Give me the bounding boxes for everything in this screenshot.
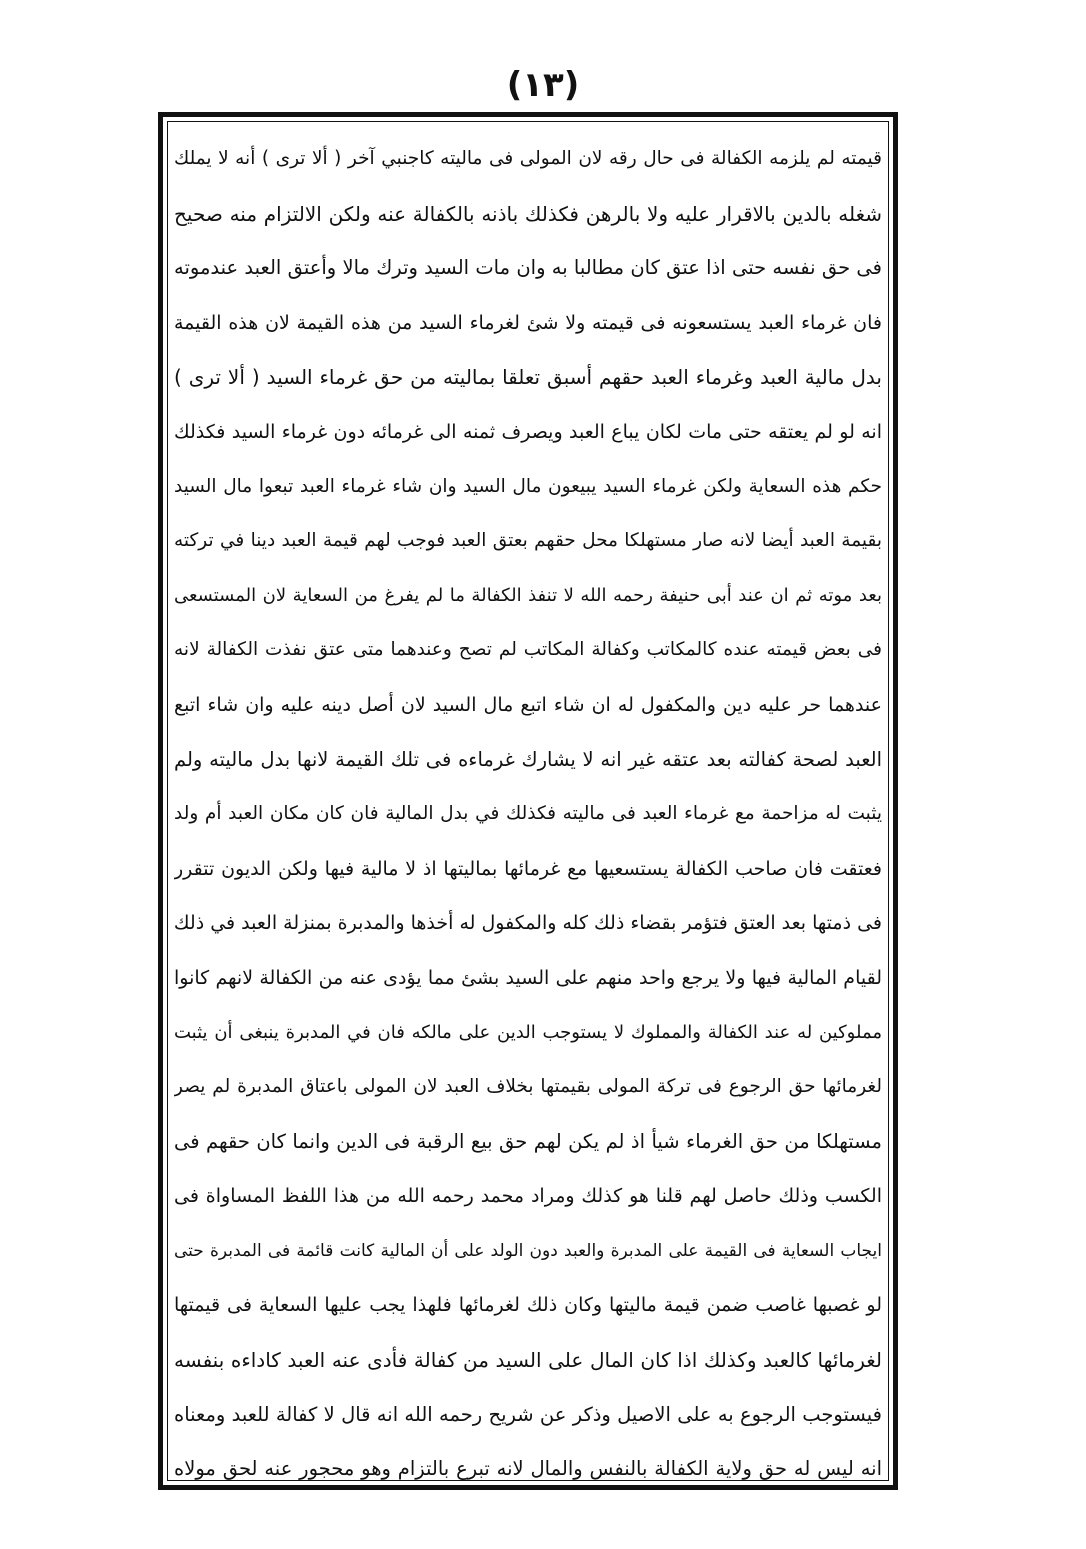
text-line: انه ليس له حق ولاية الكفالة بالنفس والمال لانه تبرع بالتزام وهو محجور عنه لحق مولاه <box>174 1457 882 1481</box>
text-line: فيستوجب الرجوع به على الاصيل وذكر عن شريح رحمه الله انه قال لا كفالة للعبد ومعناه <box>174 1402 882 1426</box>
text-line: بعد موته ثم ان عند أبى حنيفة رحمه الله لا تنفذ الكفالة ما لم يفرغ من السعاية لان المستسعى <box>174 584 882 606</box>
text-line: فعتقت فان صاحب الكفالة يستسعيها مع غرمائها بماليتها اذ لا مالية فيها ولكن الديون تتقرر <box>174 857 882 880</box>
text-line: بقيمة العبد أيضا لانه صار مستهلكا محل حقهم بعتق العبد فوجب لهم قيمة العبد دينا في تركته <box>174 530 882 552</box>
text-line: قيمته لم يلزمه الكفالة فى حال رقه لان المولى فى ماليته كاجنبي آخر ( ألا ترى ) أنه لا يملك <box>174 148 882 169</box>
text-line: فى ذمتها بعد العتق فتؤمر بقضاء ذلك كله والمكفول له أخذها والمدبرة بمنزلة العبد في ذلك <box>174 912 882 935</box>
text-line: فان غرماء العبد يستسعونه فى قيمته ولا شئ لغرماء السيد من هذه القيمة لان هذه القيمة <box>174 311 882 334</box>
text-line: العبد لصحة كفالته بعد عتقه غير انه لا يشارك غرماءه فى تلك القيمة لانها بدل ماليته ولم <box>174 747 882 771</box>
text-line: لغرمائها كالعبد وكذلك اذا كان المال على السيد من كفالة فأدى عنه العبد كاداءه بنفسه <box>174 1348 882 1373</box>
text-line: انه لو لم يعتقه حتى مات لكان يباع العبد ويصرف ثمنه الى غرمائه دون غرماء السيد فكذلك <box>174 420 882 443</box>
text-line: ايجاب السعاية فى القيمة على المدبرة والعبد دون الولد على أن المالية كانت قائمة فى المدبرة حتى <box>174 1240 882 1261</box>
text-line: شغله بالدين بالاقرار عليه ولا بالرهن فكذلك باذنه بالكفالة عنه ولكن الالتزام منه صحيح <box>174 201 882 226</box>
text-line: فى حق نفسه حتى اذا عتق كان مطالبا به وان مات السيد وترك مالا وأعتق العبد عندموته <box>174 256 882 280</box>
text-line: يثبت له مزاحمة مع غرماء العبد فى ماليته فكذلك في بدل المالية فان كان مكان العبد أم ولد <box>174 803 882 825</box>
body-text <box>174 132 882 1497</box>
page-number: (١٣) <box>506 65 580 105</box>
text-line: مستهلكا من حق الغرماء شيأ اذ لم يكن لهم حق بيع الرقبة فى الدين وانما كان حقهم فى <box>174 1129 882 1153</box>
text-line: لقيام المالية فيها ولا يرجع واحد منهم على السيد بشئ مما يؤدى عنه من الكفالة لانهم كانوا <box>174 966 882 989</box>
text-line: فى بعض قيمته عنده كالمكاتب وكفالة المكاتب لم تصح وعندهما متى عتق نفذت الكفالة لانه <box>174 639 882 661</box>
text-line: لغرمائها حق الرجوع فى تركة المولى بقيمتها بخلاف العبد لان المولى باعتاق المدبرة لم يصر <box>174 1076 882 1098</box>
text-line: بدل مالية العبد وغرماء العبد حقهم أسبق تعلقا بماليته من حق غرماء السيد ( ألا ترى ) <box>174 365 882 390</box>
text-line: لو غصبها غاصب ضمن قيمة ماليتها وكان ذلك لغرمائها فلهذا يجب عليها السعاية فى قيمتها <box>174 1294 882 1317</box>
text-line: حكم هذه السعاية ولكن غرماء السيد يبيعون مال السيد وان شاء غرماء العبد تبعوا مال السيد <box>174 475 882 497</box>
text-line: عندهما حر عليه دين والمكفول له ان شاء اتبع مال السيد لان أصل دينه عليه وان شاء اتبع <box>174 693 882 716</box>
text-line: الكسب وذلك حاصل لهم قلنا هو كذلك ومراد محمد رحمه الله من هذا اللفظ المساواة فى <box>174 1185 882 1208</box>
text-line: مملوكين له عند الكفالة والمملوك لا يستوجب الدين على مالكه فان في المدبرة ينبغى أن يثبت <box>174 1021 882 1043</box>
